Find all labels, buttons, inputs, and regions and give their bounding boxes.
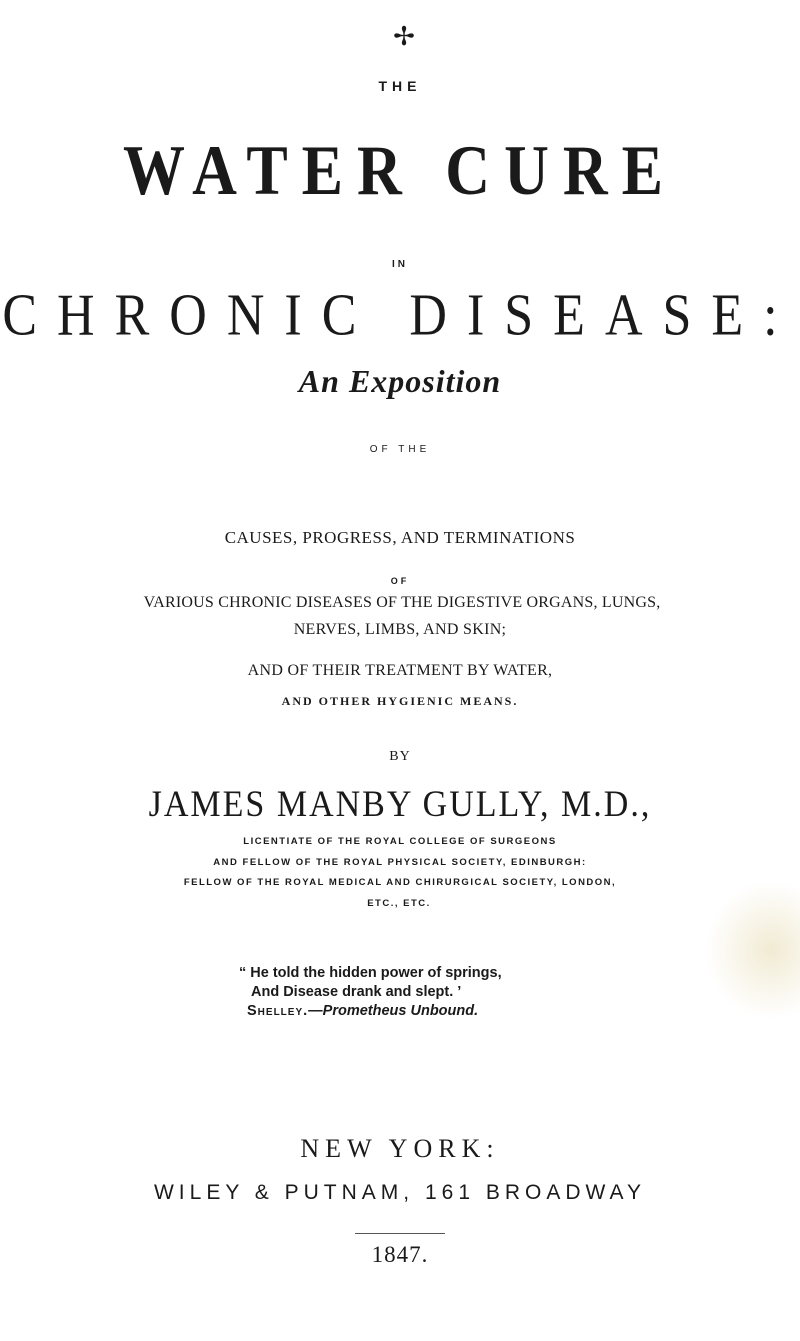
credential-line-3: FELLOW OF THE ROYAL MEDICAL AND CHIRURGICAL SOCIETY, LONDON, — [183, 877, 617, 888]
description-line-2: VARIOUS CHRONIC DISEASES OF THE DIGESTIVE ORGANS, LUNGS, — [143, 594, 661, 611]
byline-by: BY — [389, 749, 411, 764]
title-the: THE — [378, 78, 422, 94]
epigraph-line-2: And Disease drank and slept. ’ — [251, 984, 462, 1000]
subject-title: CHRONIC DISEASE: — [2, 282, 798, 349]
title-in: IN — [392, 259, 408, 270]
epigraph-work: Prometheus Unbound. — [322, 1003, 479, 1019]
epigraph-author: Shelley. — [247, 1003, 309, 1019]
epigraph-line-1: “ He told the hidden power of springs, — [239, 965, 502, 981]
exposition-heading: An Exposition — [298, 363, 502, 399]
description-of: OF — [390, 576, 410, 586]
description-line-4: AND OF THEIR TREATMENT BY WATER, — [247, 662, 553, 679]
of-the-connector: OF THE — [369, 444, 431, 455]
imprint-rule — [355, 1233, 445, 1234]
credential-line-4: ETC., ETC. — [367, 898, 431, 909]
imprint-publisher: WILEY & PUTNAM, 161 BROADWAY — [153, 1181, 647, 1204]
credential-line-2: AND FELLOW OF THE ROYAL PHYSICAL SOCIETY, EDINBURGH: — [213, 857, 587, 868]
epigraph-dash: — — [308, 1003, 323, 1019]
description-line-1: CAUSES, PROGRESS, AND TERMINATIONS — [224, 528, 576, 547]
imprint-year: 1847. — [371, 1242, 429, 1267]
credential-line-1: LICENTIATE OF THE ROYAL COLLEGE OF SURGEONS — [243, 836, 557, 847]
main-title: WATER CURE — [123, 131, 677, 211]
description-line-5: AND OTHER HYGIENIC MEANS. — [281, 694, 519, 708]
ornament-mark: ✢ — [393, 22, 415, 51]
description-line-3: NERVES, LIMBS, AND SKIN; — [293, 621, 507, 638]
imprint-city: NEW YORK: — [300, 1134, 500, 1163]
epigraph-attribution — [239, 1002, 759, 1021]
epigraph — [239, 964, 759, 1021]
author-name: JAMES MANBY GULLY, M.D., — [148, 784, 652, 825]
